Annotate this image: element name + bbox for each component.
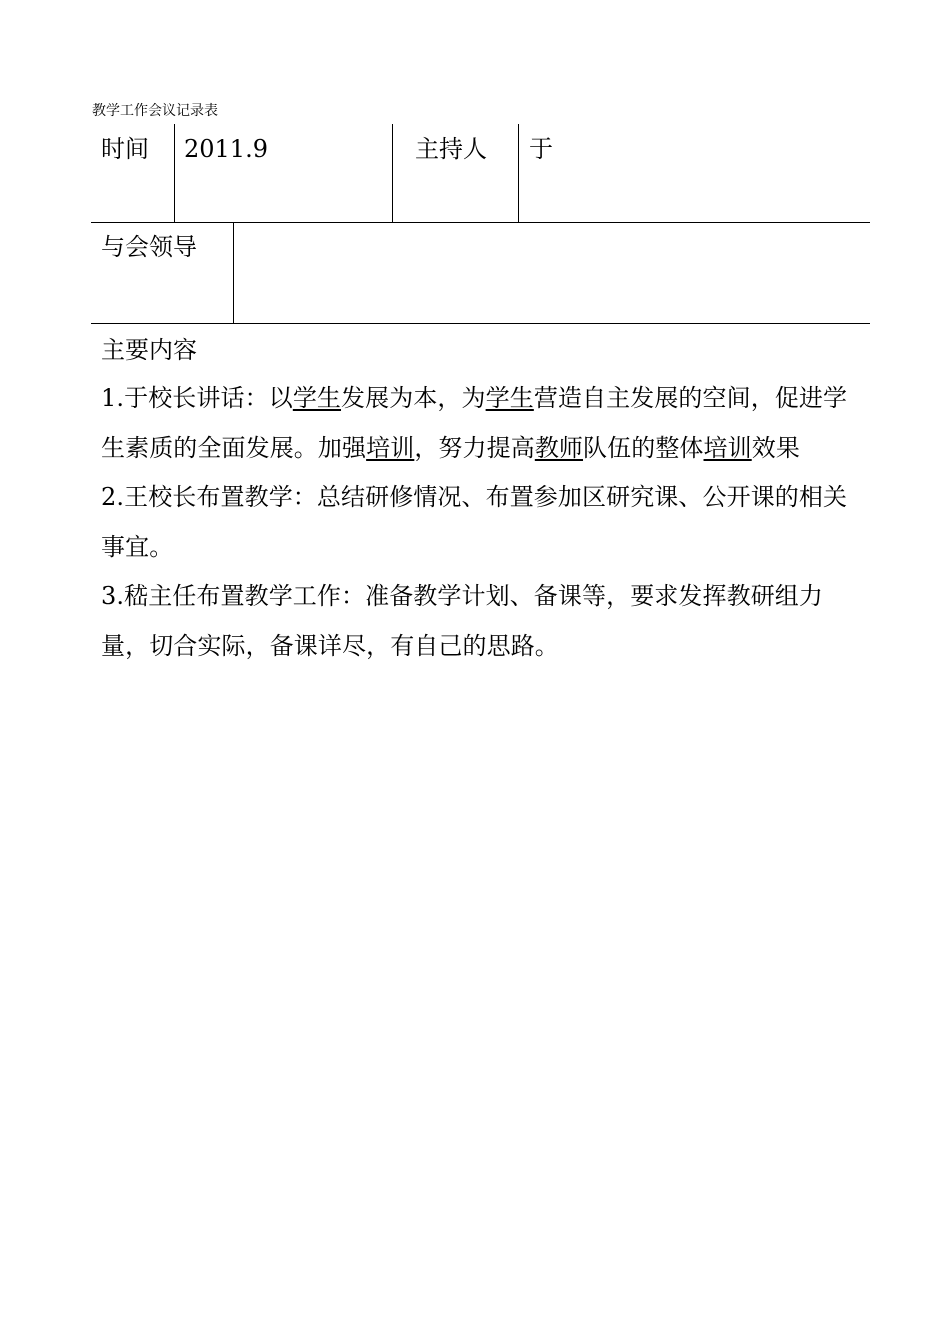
- main-content-section: [101, 332, 869, 671]
- item1-underlined-5: 培训: [703, 433, 752, 462]
- table-row-leaders: [91, 223, 870, 324]
- item1-underlined-2: 学生: [485, 384, 534, 412]
- leaders-value: [233, 223, 870, 323]
- item1-underlined-4: 教师: [534, 433, 584, 462]
- host-label: 主持人: [392, 124, 518, 222]
- content-item-1: [101, 374, 869, 473]
- meeting-record-table: [91, 124, 870, 324]
- content-item-2: 2.王校长布置教学：总结研修情况、布置参加区研究课、公开课的相关事宜。: [101, 483, 848, 561]
- item1-underlined-1: 学生: [292, 384, 342, 412]
- item1-text-6: 效果: [751, 433, 800, 462]
- item1-text-5: 队伍的整体: [583, 433, 704, 462]
- item1-underlined-3: 培训: [366, 433, 415, 462]
- item1-text-4: ，努力提高: [414, 433, 535, 462]
- time-label: 时间: [101, 135, 149, 163]
- host-value: 于: [518, 124, 870, 222]
- item1-text-1: 1.于校长讲话：以: [101, 384, 293, 412]
- item1-text-3: 营造自主发展的空间，促进学生素质的全面发展。加强: [101, 384, 848, 462]
- leaders-label: 与会领导: [101, 233, 197, 261]
- table-row-time-host: [91, 124, 870, 223]
- main-content-heading: 主要内容: [101, 336, 197, 364]
- document-title: 教学工作会议记录表: [92, 103, 218, 119]
- time-value: 2011.9: [174, 124, 392, 222]
- item1-text-2: 发展为本，为: [341, 384, 486, 412]
- content-item-3: 3.嵇主任布置教学工作：准备教学计划、备课等，要求发挥教研组力量，切合实际，备课详尽，有自己的思路。: [101, 582, 823, 660]
